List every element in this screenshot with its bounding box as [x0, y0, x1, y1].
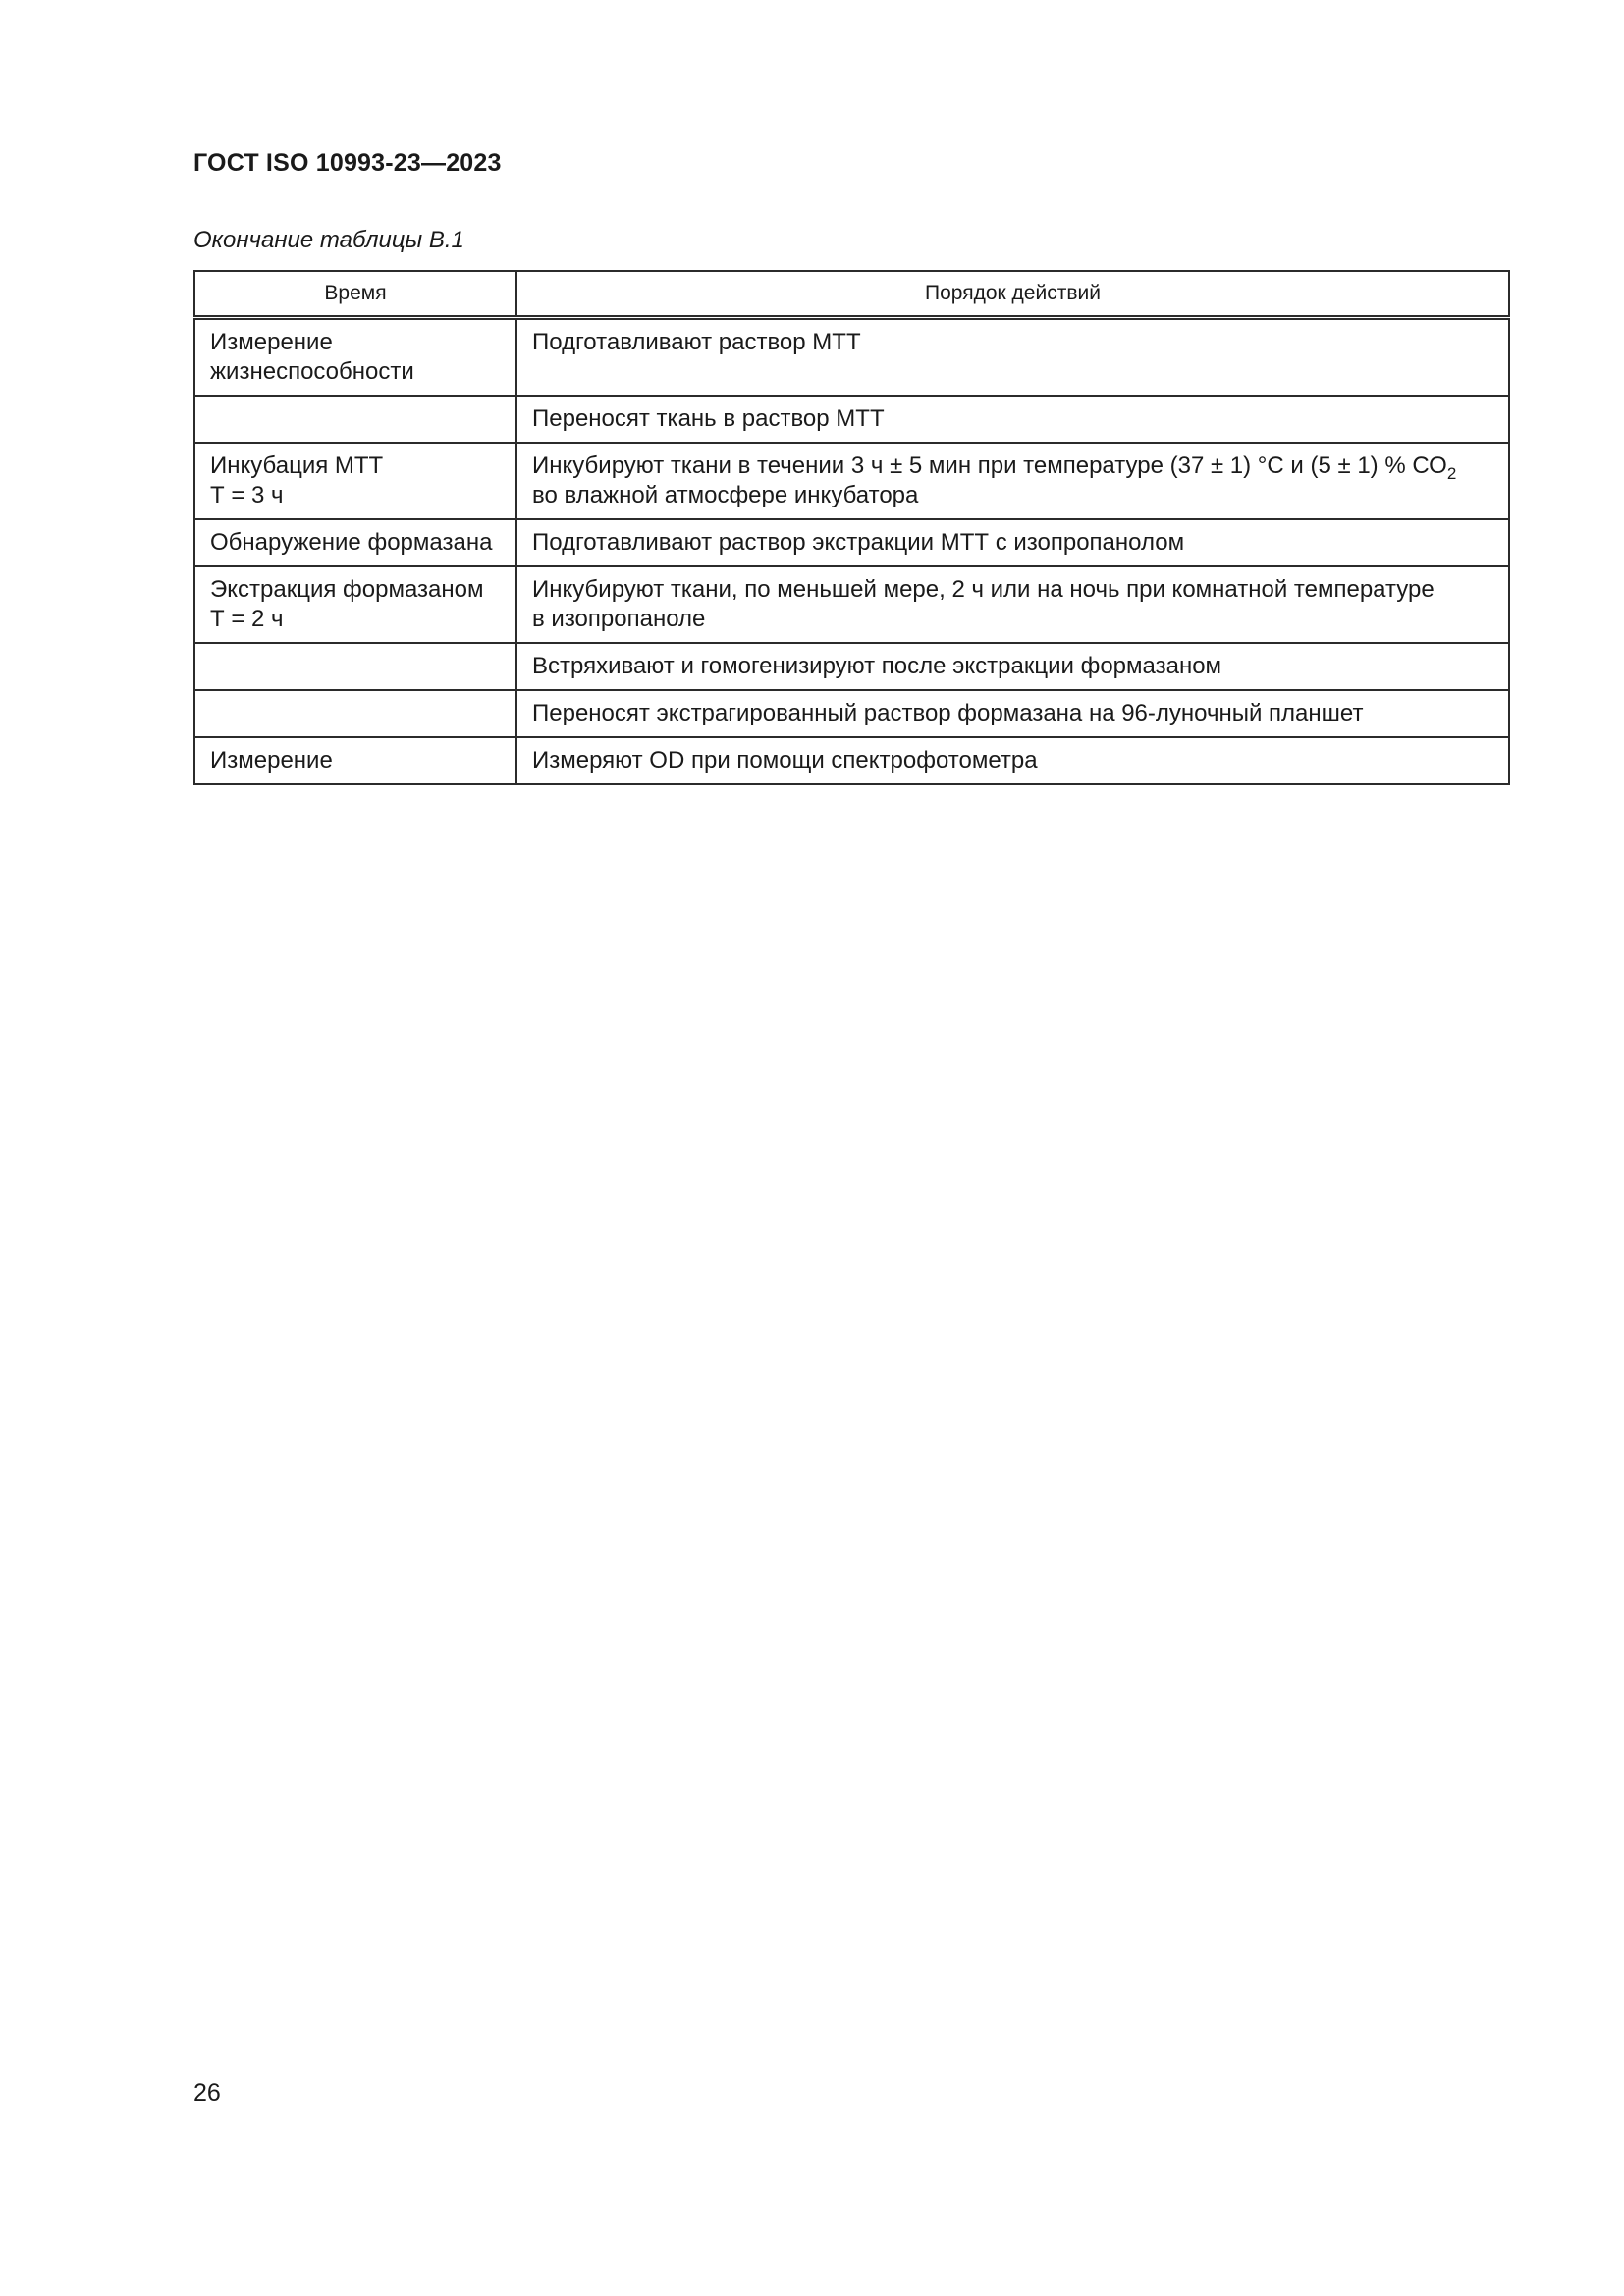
table-row — [194, 737, 1509, 784]
procedure-table — [193, 270, 1510, 785]
action-text-line — [532, 452, 1493, 481]
table-row — [194, 519, 1509, 566]
action-text: Встряхивают и гомогенизируют после экстракции формазаном — [532, 653, 1222, 679]
time-cell — [194, 519, 516, 566]
time-cell — [194, 643, 516, 690]
action-text: Подготавливают раствор экстракции МТТ с изопропанолом — [532, 529, 1185, 556]
time-text: Измерение — [210, 329, 333, 355]
table-row — [194, 690, 1509, 737]
action-text: во влажной атмосфере инкубатора — [532, 482, 919, 508]
table-row — [194, 443, 1509, 519]
action-text: Переносят экстрагированный раствор формазана на 96-луночный планшет — [532, 700, 1364, 726]
time-text: Инкубация МТТ — [210, 453, 384, 479]
table-row — [194, 643, 1509, 690]
time-cell — [194, 318, 516, 397]
action-text: Измеряют OD при помощи спектрофотометра — [532, 747, 1038, 774]
time-cell — [194, 443, 516, 519]
time-text: жизнеспособности — [210, 358, 414, 385]
action-cell — [516, 690, 1509, 737]
time-text: Обнаружение формазана — [210, 529, 493, 556]
action-cell — [516, 443, 1509, 519]
action-cell — [516, 737, 1509, 784]
column-header-time: Время — [194, 271, 516, 318]
action-cell — [516, 318, 1509, 397]
time-cell — [194, 737, 516, 784]
action-text: Подготавливают раствор МТТ — [532, 329, 861, 355]
action-cell — [516, 396, 1509, 443]
action-cell — [516, 566, 1509, 643]
action-text: Инкубируют ткани в течении 3 ч ± 5 мин при температуре (37 ± 1) °С и (5 ± 1) % СО — [532, 453, 1447, 479]
table-header-row — [194, 271, 1509, 318]
time-cell — [194, 566, 516, 643]
time-text: Т = 2 ч — [210, 606, 284, 632]
table-caption: Окончание таблицы В.1 — [193, 227, 464, 253]
action-cell — [516, 643, 1509, 690]
time-text: Измерение — [210, 747, 333, 774]
table-row — [194, 318, 1509, 397]
subscript-text: 2 — [1446, 463, 1457, 483]
column-header-procedure: Порядок действий — [516, 271, 1509, 318]
document-header: ГОСТ ISO 10993-23—2023 — [193, 149, 502, 177]
action-text: в изопропаноле — [532, 606, 706, 632]
table-row — [194, 566, 1509, 643]
action-cell — [516, 519, 1509, 566]
action-text: Переносят ткань в раствор МТТ — [532, 405, 885, 432]
time-cell — [194, 690, 516, 737]
time-text: Экстракция формазаном — [210, 576, 484, 603]
action-text: Инкубируют ткани, по меньшей мере, 2 ч или на ночь при комнатной температуре — [532, 576, 1435, 603]
page-number: 26 — [193, 2079, 221, 2107]
table-row — [194, 396, 1509, 443]
time-cell — [194, 396, 516, 443]
time-text: Т = 3 ч — [210, 482, 284, 508]
